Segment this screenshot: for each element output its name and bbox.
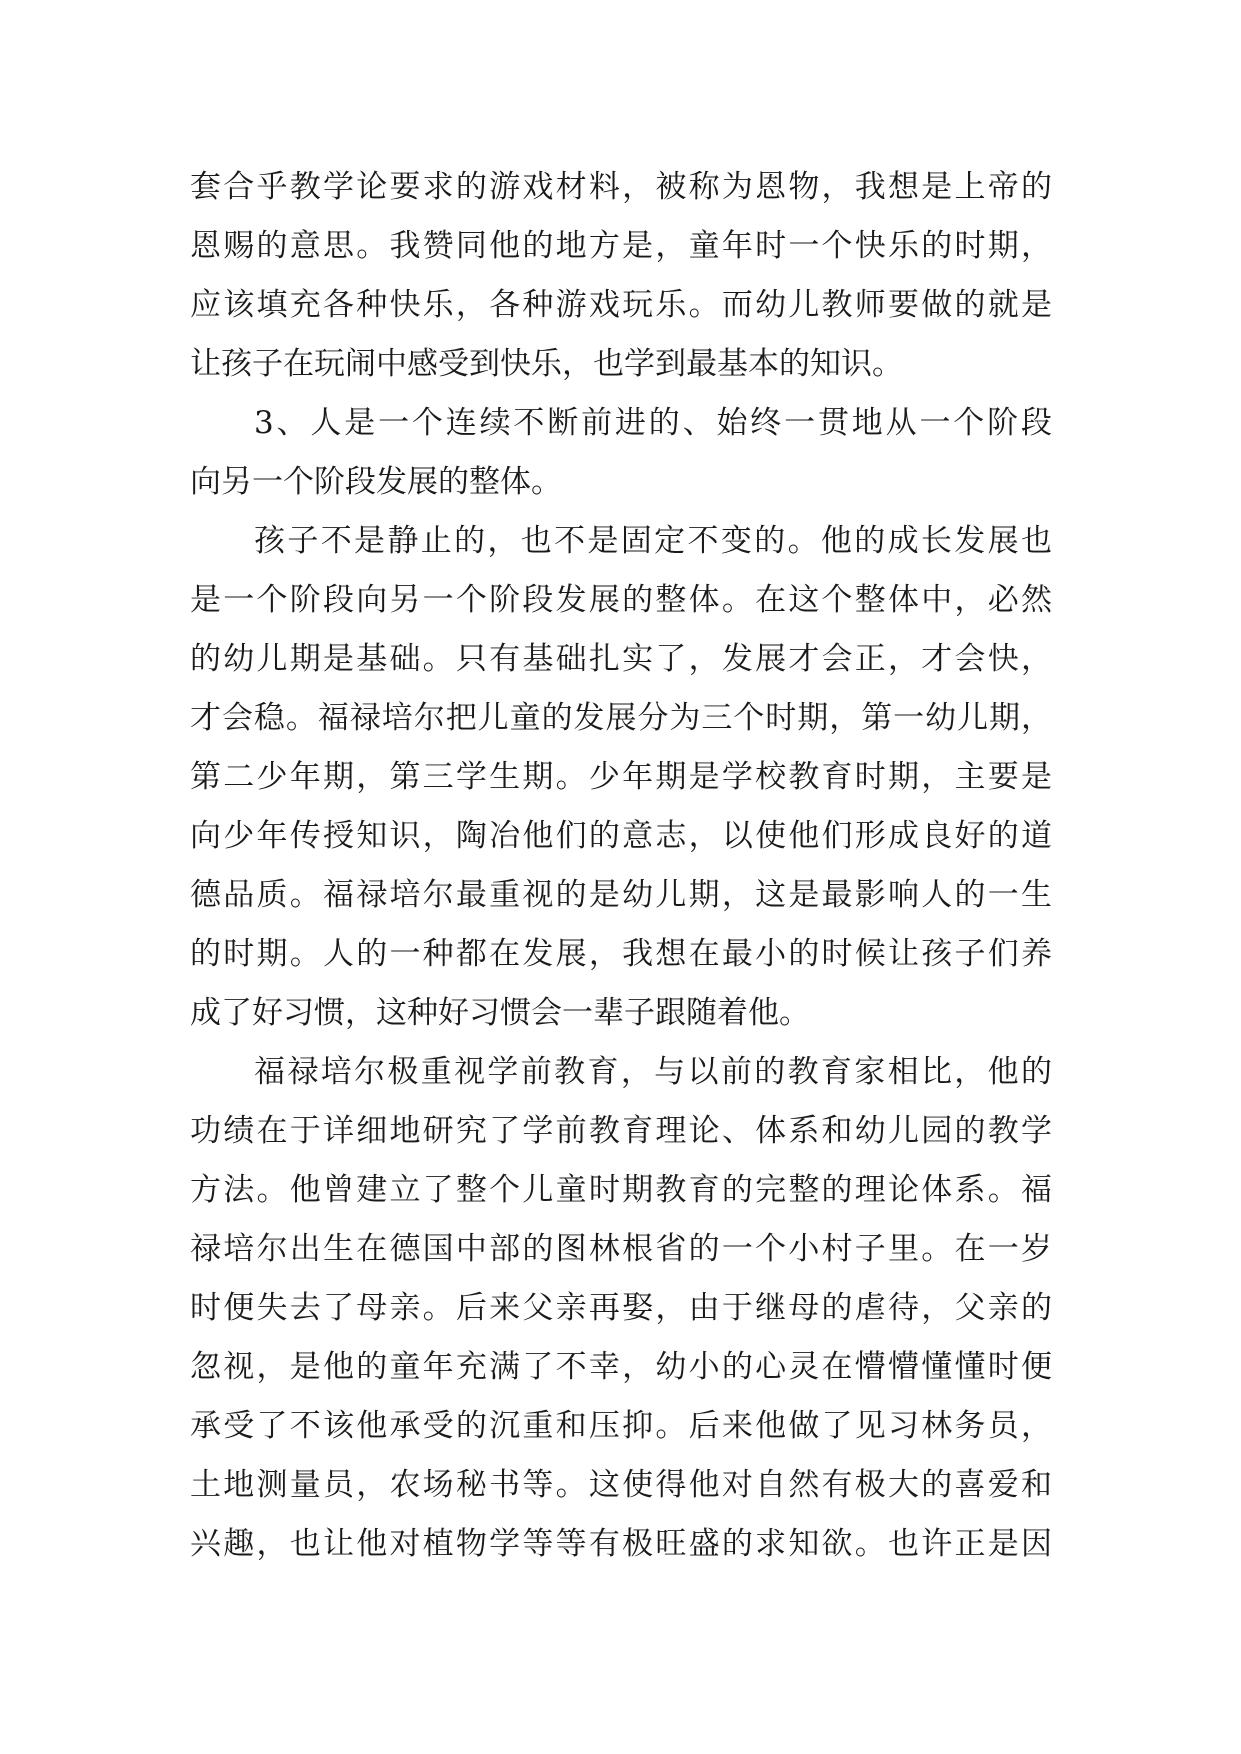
text-line: 德品质。福禄培尔最重视的是幼儿期，这是最影响人的一生 [190, 877, 1052, 913]
text-line: 套合乎教学论要求的游戏材料，被称为恩物，我想是上帝的 [190, 169, 1052, 205]
text-line: 兴趣，也让他对植物学等等有极旺盛的求知欲。也许正是因 [190, 1526, 1052, 1562]
text-line: 方法。他曾建立了整个儿童时期教育的完整的理论体系。福 [190, 1172, 1052, 1208]
text-line: 时便失去了母亲。后来父亲再娶，由于继母的虐待，父亲的 [190, 1290, 1052, 1326]
text-line: 禄培尔出生在德国中部的图林根省的一个小村子里。在一岁 [190, 1231, 1052, 1267]
text-line: 忽视，是他的童年充满了不幸，幼小的心灵在懵懵懂懂时便 [190, 1349, 1052, 1385]
text-line: 才会稳。福禄培尔把儿童的发展分为三个时期，第一幼儿期， [190, 700, 1052, 736]
text-line: 向少年传授知识，陶冶他们的意志，以使他们形成良好的道 [190, 818, 1052, 854]
text-line: 承受了不该他承受的沉重和压抑。后来他做了见习林务员， [190, 1408, 1052, 1444]
text-line: 的时期。人的一种都在发展，我想在最小的时候让孩子们养 [190, 936, 1052, 972]
text-line: 的幼儿期是基础。只有基础扎实了，发展才会正，才会快， [190, 641, 1052, 677]
body-text [190, 158, 1052, 1574]
text-line: 土地测量员，农场秘书等。这使得他对自然有极大的喜爱和 [190, 1467, 1052, 1503]
text-line: 向另一个阶段发展的整体。 [190, 464, 562, 500]
text-line: 恩赐的意思。我赞同他的地方是，童年时一个快乐的时期， [190, 228, 1052, 264]
text-line: 成了好习惯，这种好习惯会一辈子跟随着他。 [190, 995, 810, 1031]
text-line: 3、人是一个连续不断前进的、始终一贯地从一个阶段 [254, 405, 1052, 441]
text-line: 第二少年期，第三学生期。少年期是学校教育时期，主要是 [190, 759, 1052, 795]
text-line: 福禄培尔极重视学前教育，与以前的教育家相比，他的 [254, 1054, 1052, 1090]
text-line: 是一个阶段向另一个阶段发展的整体。在这个整体中，必然 [190, 582, 1052, 618]
text-line: 让孩子在玩闹中感受到快乐，也学到最基本的知识。 [190, 346, 903, 382]
text-line: 孩子不是静止的，也不是固定不变的。他的成长发展也 [254, 523, 1052, 559]
text-line: 功绩在于详细地研究了学前教育理论、体系和幼儿园的教学 [190, 1113, 1052, 1149]
text-line: 应该填充各种快乐，各种游戏玩乐。而幼儿教师要做的就是 [190, 287, 1052, 323]
